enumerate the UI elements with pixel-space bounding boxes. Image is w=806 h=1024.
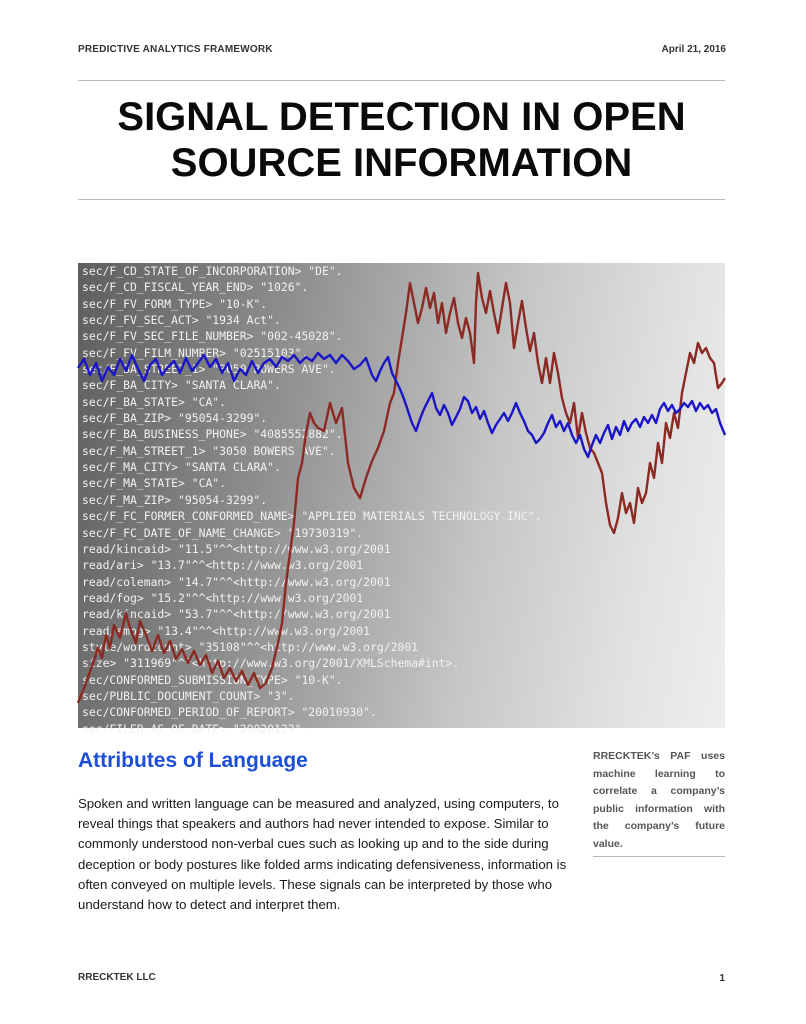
hero-image <box>78 263 725 736</box>
document-header-title: PREDICTIVE ANALYTICS FRAMEWORK <box>78 44 273 55</box>
header-divider <box>78 80 725 81</box>
title-divider <box>78 199 725 200</box>
code-line: sec/F_MA_STATE> "CA". <box>82 476 227 491</box>
document-date: April 21, 2016 <box>661 44 726 55</box>
code-line: sec/F_BA_ZIP> "95054-3299". <box>82 411 268 426</box>
code-line: sec/F_MA_CITY> "SANTA CLARA". <box>82 460 281 475</box>
code-line: sec/CONFORMED_SUBMISSION_TYPE> "10-K". <box>82 672 343 687</box>
code-line: read/kincaid> "11.5"^^<http://www.w3.org/2001 <box>82 541 391 556</box>
code-line: read/coleman> "14.7"^^<http://www.w3.org/2001 <box>82 574 391 589</box>
code-line: sec/F_FV_FILM_NUMBER> "02515103". <box>82 345 309 360</box>
page-title-line-2: SOURCE INFORMATION <box>170 141 633 185</box>
code-line: read/fog> "15.2"^^<http://www.w3.org/2001 <box>82 590 364 605</box>
code-line: read/kincaid> "53.7"^^<http://www.w3.org/2001 <box>82 607 391 622</box>
hero-line-graph <box>78 263 725 728</box>
code-line: style/wordcount> "35108"^^<http://www.w3.org/2001 <box>82 639 419 654</box>
code-line: sec/F_MA_ZIP> "95054-3299". <box>82 492 268 507</box>
sidebar-callout: RRECKTEK’s PAF uses machine learning to correlate a company’s public information with the company’s future value. <box>593 750 725 850</box>
code-line: sec/F_FV_SEC_ACT> "1934 Act". <box>82 313 281 328</box>
code-line: sec/F_BA_CITY> "SANTA CLARA". <box>82 378 281 393</box>
code-line: sec/F_BA_STATE> "CA". <box>82 394 227 409</box>
page-title-line-1: SIGNAL DETECTION IN OPEN <box>117 95 686 139</box>
code-line: sec/F_MA_STREET_1> "3050 BOWERS AVE". <box>82 443 336 458</box>
page-number: 1 <box>719 973 725 984</box>
code-line: sec/F_FC_FORMER_CONFORMED_NAME> "APPLIED MATERIALS TECHNOLOGY INC". <box>82 509 542 524</box>
code-line: read/ari> "13.7"^^<http://www.w3.org/2001 <box>82 558 364 573</box>
page-title <box>78 94 725 186</box>
code-line: sec/PUBLIC_DOCUMENT_COUNT> "3". <box>82 688 295 703</box>
blue-price-series <box>78 353 725 457</box>
code-line: sec/F_CD_STATE_OF_INCORPORATION> "DE". <box>82 264 343 278</box>
code-line: sec/F_CD_FISCAL_YEAR_END> "1026". <box>82 280 309 295</box>
body-paragraph: Spoken and written language can be measured and analyzed, using computers, to reveal things that speakers and authors had never intended to expose. Similar to commonly understood non-verbal cues such as looking up and to the side during deception or body postures like folded arms indicating defensiveness, information is often conveyed on multiple levels. These signals can be interpreted by those who understand how to detect and interpret them. <box>78 796 567 913</box>
code-line: size> "311969"^^<http://www.w3.org/2001/XMLSchema#int>. <box>82 656 460 671</box>
code-line: sec/CONFORMED_PERIOD_OF_REPORT> "20010930". <box>82 705 377 720</box>
footer-company: RRECKTEK LLC <box>78 972 156 983</box>
code-line: sec/F_FV_SEC_FILE_NUMBER> "002-45028". <box>82 329 343 344</box>
code-line: sec/F_BA_STREET_1> "3050 BOWERS AVE". <box>82 362 336 377</box>
code-line: sec/F_BA_BUSINESS_PHONE> "4085552882". <box>82 427 343 442</box>
section-heading: Attributes of Language <box>78 749 308 772</box>
code-line: sec/F_FC_DATE_OF_NAME_CHANGE> "19730319". <box>82 525 364 540</box>
code-line: sec/F_FV_FORM_TYPE> "10-K". <box>82 296 268 311</box>
red-price-series <box>78 273 725 703</box>
code-line: read/smog> "13.4"^^<http://www.w3.org/2001 <box>82 623 371 638</box>
sidebar-divider <box>593 856 725 857</box>
code-line: sec/FILED_AS_OF_DATE> "20020123". <box>82 721 309 736</box>
